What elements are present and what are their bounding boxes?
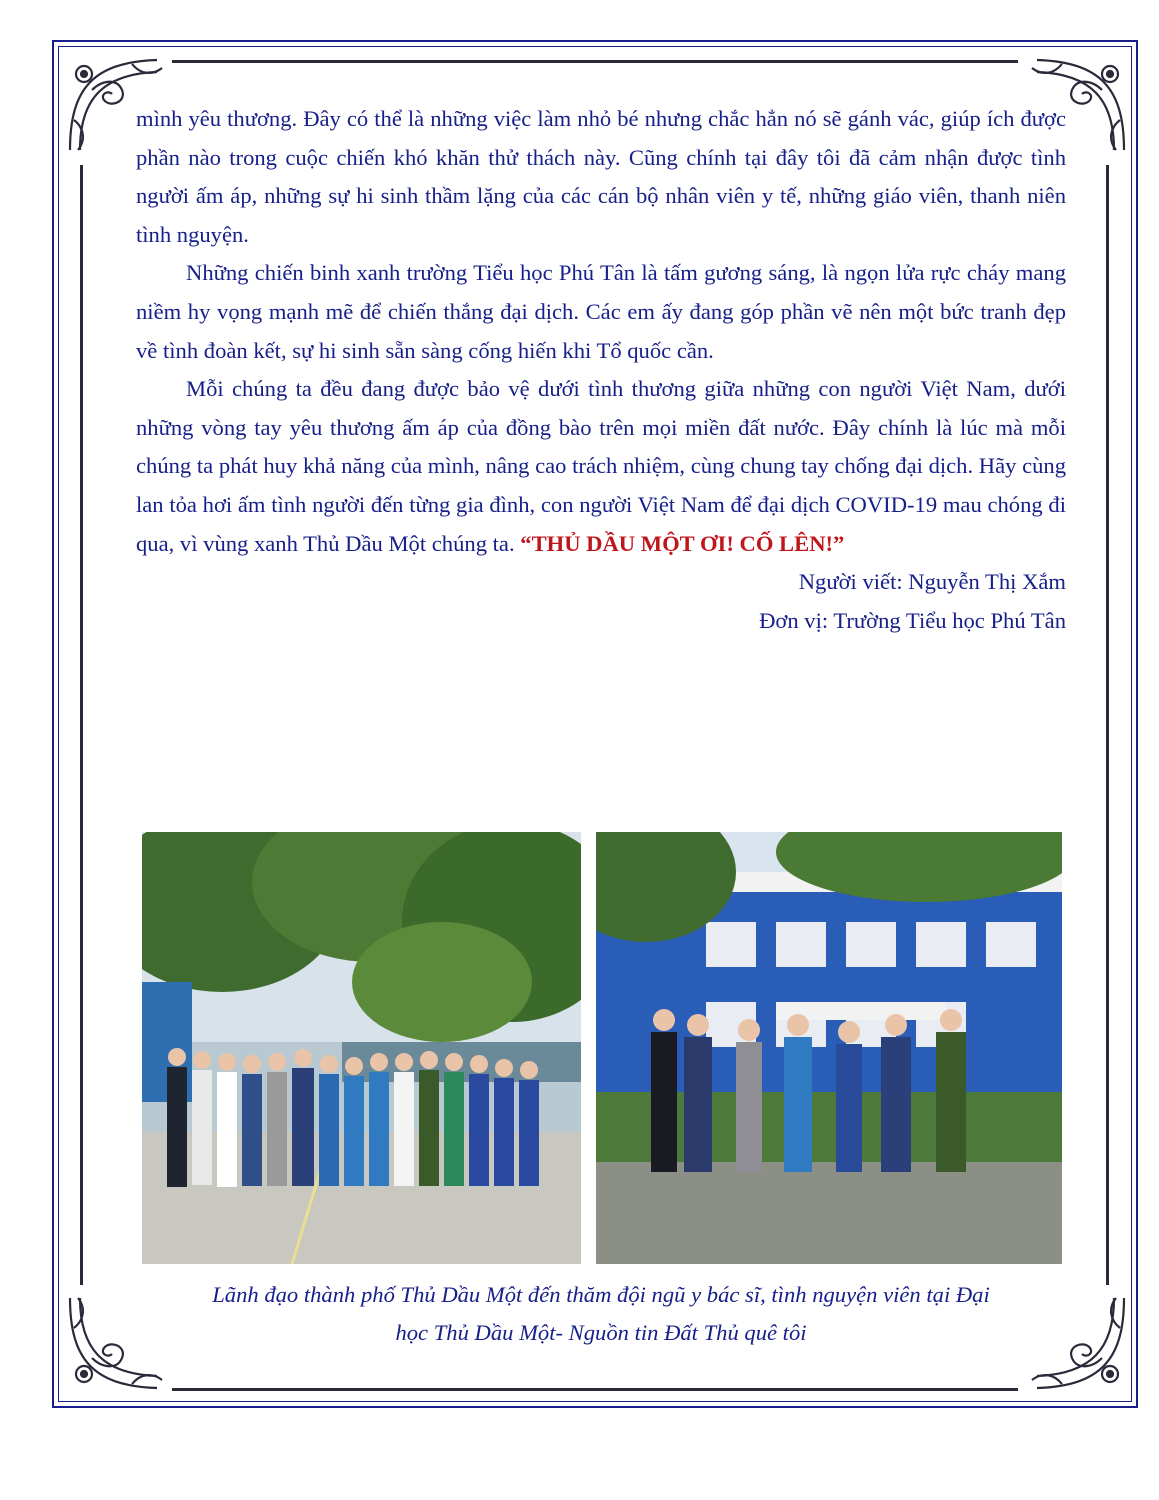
- photo-group-school: [596, 832, 1062, 1264]
- frame-rule-bottom: [172, 1388, 1018, 1391]
- caption-line: học Thủ Dầu Một- Nguồn tin Đất Thủ quê tôi: [395, 1320, 807, 1345]
- article-body: [136, 100, 1066, 640]
- slogan: “THỦ DẦU MỘT ƠI! CỐ LÊN!”: [520, 530, 845, 556]
- unit-line: Đơn vị: Trường Tiểu học Phú Tân: [759, 607, 1066, 633]
- caption-line: Lãnh đạo thành phố Thủ Dầu Một đến thăm đội ngũ y bác sĩ, tình nguyện viên tại Đại: [212, 1282, 990, 1307]
- article-paragraph: [136, 370, 1066, 563]
- frame-rule-right: [1106, 165, 1109, 1285]
- article-paragraph: mình yêu thương. Đây có thể là những việc làm nhỏ bé nhưng chắc hẳn nó sẽ gánh vác, giúp ích được phần nào trong cuộc chiến khó khăn thử thách này. Cũng chính tại đây tôi đã cảm nhận được tình người ấm áp, những sự hi sinh thầm lặng của các cán bộ nhân viên y tế, những giáo viên, thanh niên tình nguyện.: [136, 106, 1066, 247]
- photo-group-outdoor: [142, 832, 581, 1264]
- article-paragraph: Những chiến binh xanh trường Tiểu học Phú Tân là tấm gương sáng, là ngọn lửa rực cháy mang niềm hy vọng mạnh mẽ để chiến thắng đại dịch. Các em ấy đang góp phần vẽ nên một bức tranh đẹp về tình đoàn kết, sự hi sinh sẵn sàng cống hiến khi Tổ quốc cần.: [136, 260, 1066, 363]
- frame-rule-top: [172, 60, 1018, 63]
- article-paragraph-text: Mỗi chúng ta đều đang được bảo vệ dưới tình thương giữa những con người Việt Nam, dưới những vòng tay yêu thương ấm áp của đồng bào trên mọi miền đất nước. Đây chính là lúc mà mỗi chúng ta phát huy khả năng của mình, nâng cao trách nhiệm, cùng chung tay chống đại dịch. Hãy cùng lan tỏa hơi ấm tình người đến từng gia đình, con người Việt Nam để đại dịch COVID-19 mau chóng đi qua, vì vùng xanh Thủ Dầu Một chúng ta.: [136, 376, 1066, 556]
- frame-rule-left: [80, 165, 83, 1285]
- author-line: Người viết: Nguyễn Thị Xắm: [798, 569, 1066, 595]
- photo-caption: [136, 1276, 1066, 1352]
